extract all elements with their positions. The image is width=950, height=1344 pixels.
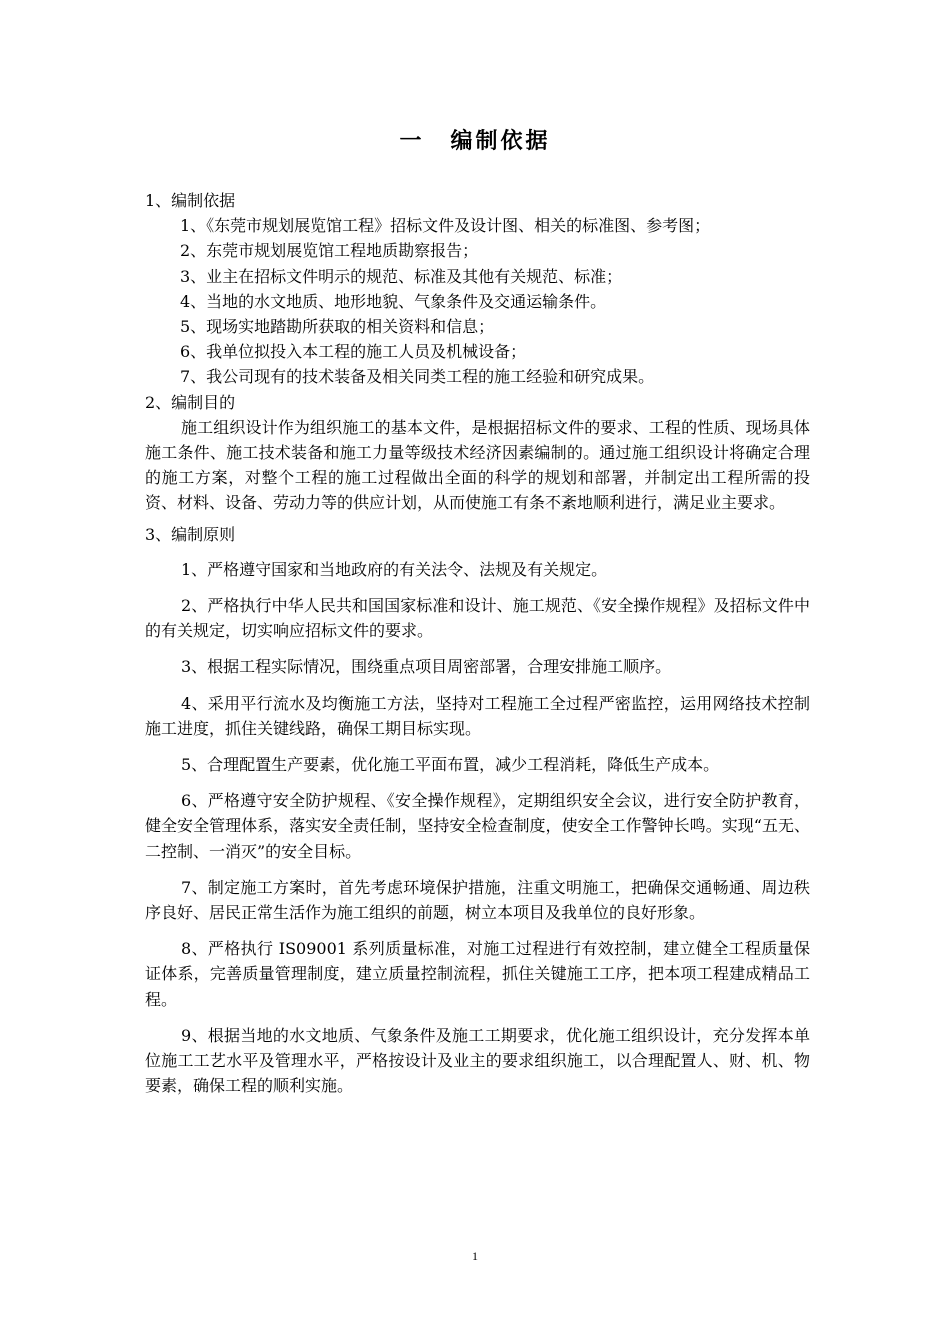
basis-item: 5、现场实地踏勘所获取的相关资料和信息；: [180, 317, 495, 337]
section-heading-2: 2、编制目的: [145, 392, 236, 412]
principle-item: 8、严格执行 IS09001 系列质量标准，对施工过程进行有效控制，建立健全工程质量保证体系，完善质量管理制度，建立质量控制流程，抓住关键施工工序，把本项工程建成精品工程。: [145, 939, 810, 1009]
basis-item: 6、我单位拟投入本工程的施工人员及机械设备；: [180, 342, 527, 362]
chapter-number: 一: [399, 129, 425, 154]
document-body: [145, 188, 810, 1110]
basis-item: 4、当地的水文地质、地形地貌、气象条件及交通运输条件。: [180, 291, 607, 311]
page-number: 1: [472, 1249, 478, 1263]
basis-item: 3、业主在招标文件明示的规范、标准及其他有关规范、标准；: [180, 266, 623, 286]
principle-item: 7、制定施工方案时，首先考虑环境保护措施，注重文明施工，把确保交通畅通、周边秩序良好、居民正常生活作为施工组织的前题，树立本项目及我单位的良好形象。: [145, 877, 810, 923]
principle-item: 9、根据当地的水文地质、气象条件及施工工期要求，优化施工组织设计，充分发挥本单位施工工艺水平及管理水平，严格按设计及业主的要求组织施工，以合理配置人、财、机、物要素，确保工程的顺利实施。: [145, 1025, 810, 1096]
section-heading-3: 3、编制原则: [145, 524, 236, 544]
page-title: [0, 124, 950, 155]
section-heading-1: 1、编制依据: [145, 191, 236, 210]
purpose-paragraph: 施工组织设计作为组织施工的基本文件，是根据招标文件的要求、工程的性质、现场具体施工条件、施工技术装备和施工力量等级技术经济因素编制的。通过施工组织设计将确定合理的施工方案，对整个工程的施工过程做出全面的科学的规划和部署，并制定出工程所需的投资、材料、设备、劳动力等的供应计划，从而使施工有条不紊地顺利进行，满足业主要求。: [145, 417, 810, 513]
basis-item: 1、《东莞市规划展览馆工程》招标文件及设计图、相关的标准图、参考图；: [180, 216, 711, 236]
principle-item: 4、采用平行流水及均衡施工方法，坚持对工程施工全过程严密监控，运用网络技术控制施工进度，抓住关键线路，确保工期目标实现。: [145, 693, 810, 738]
principle-item: 5、合理配置生产要素，优化施工平面布置，减少工程消耗，降低生产成本。: [181, 755, 720, 775]
chapter-title: 编制依据: [450, 129, 551, 154]
principle-item: 6、严格遵守安全防护规程、《安全操作规程》，定期组织安全会议，进行安全防护教育，健全安全管理体系，落实安全责任制，坚持安全检查制度，使安全工作警钟长鸣。实现“五无、二控制、一消灭”的安全目标。: [145, 791, 810, 861]
basis-item: 7、我公司现有的技术装备及相关同类工程的施工经验和研究成果。: [180, 367, 655, 387]
principle-item: 3、根据工程实际情况，围绕重点项目周密部署，合理安排施工顺序。: [181, 657, 672, 677]
basis-item: 2、东莞市规划展览馆工程地质勘察报告；: [180, 241, 479, 261]
principle-item: 2、严格执行中华人民共和国国家标准和设计、施工规范、《安全操作规程》及招标文件中的有关规定，切实响应招标文件的要求。: [145, 596, 810, 641]
principle-item: 1、严格遵守国家和当地政府的有关法令、法规及有关规定。: [181, 559, 608, 579]
